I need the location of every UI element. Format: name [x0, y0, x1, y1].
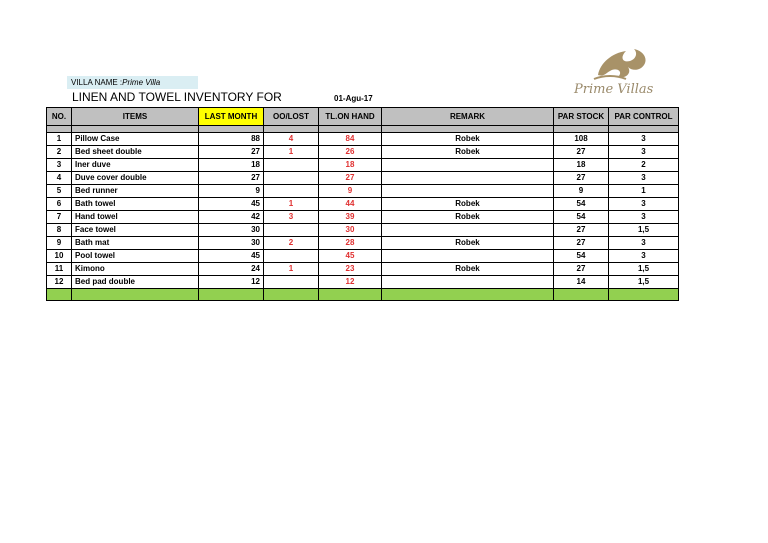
page-title: LINEN AND TOWEL INVENTORY FOR [72, 90, 282, 104]
row-par-control: 3 [609, 250, 679, 263]
table-row [47, 185, 679, 198]
row-par-stock: 14 [554, 276, 609, 289]
row-par-control: 3 [609, 211, 679, 224]
row-on-hand: 18 [319, 159, 382, 172]
row-oo-lost [264, 159, 319, 172]
row-oo-lost: 1 [264, 263, 319, 276]
col-header-oo-lost: OO/LOST [264, 108, 319, 126]
row-last-month: 9 [199, 185, 264, 198]
row-last-month: 42 [199, 211, 264, 224]
row-par-stock: 54 [554, 250, 609, 263]
row-remark [382, 250, 554, 263]
row-oo-lost [264, 224, 319, 237]
table-row [47, 211, 679, 224]
inventory-table [46, 107, 679, 301]
row-remark: Robek [382, 237, 554, 250]
table-row [47, 263, 679, 276]
row-no: 1 [47, 133, 72, 146]
col-header-remark: REMARK [382, 108, 554, 126]
row-par-control: 1 [609, 185, 679, 198]
row-par-stock: 27 [554, 224, 609, 237]
row-item: Bed pad double [72, 276, 199, 289]
row-on-hand: 39 [319, 211, 382, 224]
row-oo-lost: 3 [264, 211, 319, 224]
row-oo-lost: 1 [264, 146, 319, 159]
row-par-stock: 108 [554, 133, 609, 146]
row-last-month: 88 [199, 133, 264, 146]
row-item: Kimono [72, 263, 199, 276]
row-oo-lost: 4 [264, 133, 319, 146]
villa-name-label [67, 76, 198, 89]
row-last-month: 27 [199, 172, 264, 185]
col-header-on-hand: TL.ON HAND [319, 108, 382, 126]
table-row [47, 172, 679, 185]
row-on-hand: 9 [319, 185, 382, 198]
row-oo-lost [264, 276, 319, 289]
table-row [47, 146, 679, 159]
row-par-stock: 27 [554, 146, 609, 159]
row-par-stock: 9 [554, 185, 609, 198]
villa-name-value: Prime Villa [122, 78, 161, 87]
table-row [47, 237, 679, 250]
col-header-no: NO. [47, 108, 72, 126]
row-remark [382, 185, 554, 198]
row-par-stock: 27 [554, 263, 609, 276]
header-row [47, 108, 679, 126]
footer-row [47, 289, 679, 301]
row-no: 6 [47, 198, 72, 211]
row-item: Duve cover double [72, 172, 199, 185]
row-item: Bath mat [72, 237, 199, 250]
inventory-date: 01-Agu-17 [334, 94, 373, 103]
row-last-month: 27 [199, 146, 264, 159]
row-item: Pillow Case [72, 133, 199, 146]
row-par-stock: 54 [554, 211, 609, 224]
table-row [47, 276, 679, 289]
row-on-hand: 23 [319, 263, 382, 276]
villa-name-prefix: VILLA NAME : [71, 78, 123, 87]
row-oo-lost [264, 250, 319, 263]
row-remark: Robek [382, 198, 554, 211]
row-on-hand: 84 [319, 133, 382, 146]
col-header-par-stock: PAR STOCK [554, 108, 609, 126]
row-par-control: 3 [609, 237, 679, 250]
table-row [47, 133, 679, 146]
row-last-month: 30 [199, 224, 264, 237]
row-remark [382, 159, 554, 172]
row-par-stock: 54 [554, 198, 609, 211]
row-remark: Robek [382, 263, 554, 276]
row-on-hand: 45 [319, 250, 382, 263]
row-par-stock: 27 [554, 237, 609, 250]
row-item: Pool towel [72, 250, 199, 263]
row-on-hand: 28 [319, 237, 382, 250]
row-item: Iner duve [72, 159, 199, 172]
row-on-hand: 27 [319, 172, 382, 185]
table-row [47, 198, 679, 211]
row-no: 5 [47, 185, 72, 198]
row-oo-lost: 1 [264, 198, 319, 211]
table-row [47, 224, 679, 237]
row-last-month: 24 [199, 263, 264, 276]
row-item: Bed runner [72, 185, 199, 198]
col-header-par-control: PAR CONTROL [609, 108, 679, 126]
row-item: Bath towel [72, 198, 199, 211]
row-oo-lost [264, 172, 319, 185]
row-remark [382, 276, 554, 289]
row-item: Hand towel [72, 211, 199, 224]
row-on-hand: 44 [319, 198, 382, 211]
col-header-last-month: LAST MONTH [199, 108, 264, 126]
row-last-month: 18 [199, 159, 264, 172]
row-last-month: 30 [199, 237, 264, 250]
row-par-control: 3 [609, 133, 679, 146]
row-no: 12 [47, 276, 72, 289]
table-row [47, 250, 679, 263]
row-par-control: 3 [609, 172, 679, 185]
row-par-control: 1,5 [609, 263, 679, 276]
row-remark: Robek [382, 133, 554, 146]
row-no: 11 [47, 263, 72, 276]
row-no: 3 [47, 159, 72, 172]
row-on-hand: 12 [319, 276, 382, 289]
row-par-stock: 27 [554, 172, 609, 185]
row-no: 2 [47, 146, 72, 159]
logo-text: Prime Villas [574, 82, 654, 97]
row-on-hand: 26 [319, 146, 382, 159]
row-oo-lost [264, 185, 319, 198]
row-no: 8 [47, 224, 72, 237]
row-remark [382, 172, 554, 185]
row-no: 7 [47, 211, 72, 224]
row-oo-lost: 2 [264, 237, 319, 250]
row-no: 10 [47, 250, 72, 263]
row-no: 4 [47, 172, 72, 185]
table-row [47, 159, 679, 172]
row-par-control: 2 [609, 159, 679, 172]
header-spacer-row [47, 126, 679, 133]
row-remark [382, 224, 554, 237]
row-last-month: 45 [199, 250, 264, 263]
row-par-control: 3 [609, 198, 679, 211]
row-remark: Robek [382, 211, 554, 224]
row-remark: Robek [382, 146, 554, 159]
col-header-items: ITEMS [72, 108, 199, 126]
row-on-hand: 30 [319, 224, 382, 237]
row-par-stock: 18 [554, 159, 609, 172]
row-par-control: 3 [609, 146, 679, 159]
row-item: Bed sheet double [72, 146, 199, 159]
row-item: Face towel [72, 224, 199, 237]
row-no: 9 [47, 237, 72, 250]
row-par-control: 1,5 [609, 224, 679, 237]
row-last-month: 45 [199, 198, 264, 211]
row-par-control: 1,5 [609, 276, 679, 289]
row-last-month: 12 [199, 276, 264, 289]
